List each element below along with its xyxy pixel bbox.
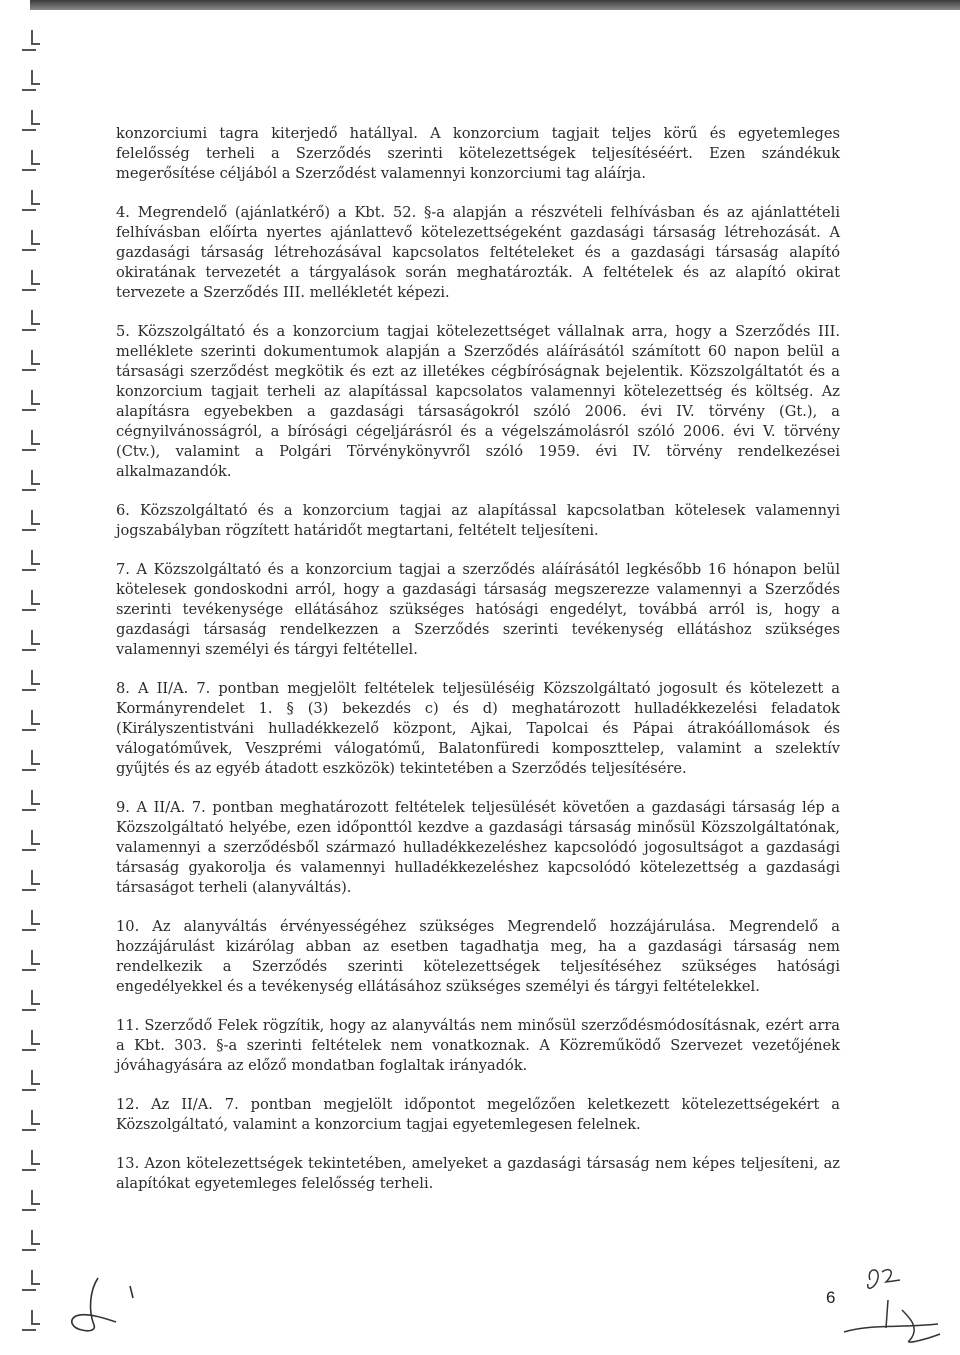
binding-mark bbox=[22, 1310, 40, 1330]
binding-mark bbox=[22, 950, 40, 970]
binding-mark bbox=[22, 790, 40, 810]
binding-mark bbox=[22, 430, 40, 450]
paragraph-6: 6. Közszolgáltató és a konzorcium tagjai az alapítással kapcsolatban kötelesek valamennyi jogszabályban rögzített határidőt megtartani, feltételt teljesíteni. bbox=[116, 502, 840, 539]
binding-mark bbox=[22, 1030, 40, 1050]
binding-mark bbox=[22, 870, 40, 890]
binding-mark bbox=[22, 190, 40, 210]
binding-mark bbox=[22, 470, 40, 490]
scan-top-border bbox=[30, 0, 960, 10]
page-number: 6 bbox=[826, 1288, 836, 1307]
binding-mark bbox=[22, 70, 40, 90]
paragraph-13: 13. Azon kötelezettségek tekintetében, amelyeket a gazdasági társaság nem képes teljesíteni, az alapítókat egyetemleges felelősség terheli. bbox=[116, 1155, 840, 1192]
paragraph-intro: konzorciumi tagra kiterjedő hatállyal. A konzorcium tagjait teljes körű és egyetemleges felelősség terheli a Szerződés szerinti kötelezettségek teljesítéséért. Ezen szándékuk megerősítése céljából a Szerződést valamennyi konzorciumi tag aláírja. bbox=[116, 125, 840, 182]
binding-mark bbox=[22, 550, 40, 570]
paragraph-12: 12. Az II/A. 7. pontban megjelölt időpontot megelőzően keletkezett kötelezettségekért a Közszolgáltató, valamint a konzorcium tagjai egyetemlegesen felelnek. bbox=[116, 1096, 840, 1133]
signature-left bbox=[60, 1270, 150, 1340]
document-body bbox=[116, 124, 840, 1213]
paragraph-9: 9. A II/A. 7. pontban meghatározott feltételek teljesülését követően a gazdasági társaság lép a Közszolgáltató helyébe, ezen időponttól kezdve a gazdasági társaság minősül Közszolgáltatónak, valamennyi a szerződésből származó hulladékkezeléshez kapcsolódó jogosultságot a gazdasági társaság gyakorolja és valamennyi hulladékkezeléshez kapcsolódó kötelezettség a gazdasági társaságot terheli (alanyváltás). bbox=[116, 799, 840, 896]
binding-mark bbox=[22, 1190, 40, 1210]
binding-mark bbox=[22, 630, 40, 650]
paragraph-10: 10. Az alanyváltás érvényességéhez szükséges Megrendelő hozzájárulása. Megrendelő a hozzájárulást kizárólag abban az esetben tagadhatja meg, ha a gazdasági társaság nem rendelkezik a Szerződés szerinti kötelezettségek teljesítéséhez szükséges hatósági engedélyekkel és a tevékenység ellátásához szükséges személyi és tárgyi feltételekkel. bbox=[116, 918, 840, 995]
binding-mark bbox=[22, 390, 40, 410]
binding-mark bbox=[22, 30, 40, 50]
binding-mark bbox=[22, 990, 40, 1010]
paragraph-11: 11. Szerződő Felek rögzítik, hogy az alanyváltás nem minősül szerződésmódosításnak, ezért arra a Kbt. 303. §-a szerinti feltételek nem vonatkoznak. A Közreműködő Szervezet vezetőjének jóváhagyására az előző mondatban foglaltak irányadók. bbox=[116, 1017, 840, 1074]
binding-mark bbox=[22, 590, 40, 610]
binding-mark bbox=[22, 1070, 40, 1090]
binding-mark bbox=[22, 670, 40, 690]
paragraph-5: 5. Közszolgáltató és a konzorcium tagjai kötelezettséget vállalnak arra, hogy a Szerződés III. melléklete szerinti dokumentumok alapján a Szerződés aláírásától számított 60 napon belül a társasági szerződést megkötik és ezt az illetékes cégbíróságnak bejelentik. Közszolgáltatót és a konzorcium tagjait terheli az alapítással kapcsolatos valamennyi kötelezettség és költség. Az alapításra egyebekben a gazdasági társaságokról szóló 2006. évi IV. törvény (Gt.), a cégnyilvánosságról, a bírósági cégeljárásról és a végelszámolásról szóló 2006. évi V. törvény (Ctv.), valamint a Polgári Törvénykönyvről szóló 1959. évi IV. törvény rendelkezései alkalmazandók. bbox=[116, 323, 840, 480]
paragraph-7: 7. A Közszolgáltató és a konzorcium tagjai a szerződés aláírásától legkésőbb 16 hónapon belül kötelesek gondoskodni arról, hogy a gazdasági társaság megszerezze valamennyi a Szerződés szerinti tevékenysége ellátásához szükséges hatósági engedélyt, továbbá arról is, hogy a gazdasági társaság rendelkezzen a Szerződés szerinti tevékenység ellátáshoz szükséges valamennyi személyi és tárgyi feltétellel. bbox=[116, 561, 840, 658]
binding-mark bbox=[22, 750, 40, 770]
paragraph-8: 8. A II/A. 7. pontban megjelölt feltételek teljesüléséig Közszolgáltató jogosult és kötelezett a Kormányrendelet 1. § (3) bekezdés c) és d) meghatározott hulladékkezelési feladatok (Királyszentistváni hulladékkezelő központ, Ajkai, Tapolcai és Pápai átrakóállomások és válogatóművek, Veszprémi válogatómű, Balatonfüredi komposztteleр, valamint a szelektív gyűjtés és az egyéb átadott eszközök) tekintetében a Szerződés teljesítésére. bbox=[116, 680, 840, 777]
binding-mark bbox=[22, 1150, 40, 1170]
paragraph-4: 4. Megrendelő (ajánlatkérő) a Kbt. 52. §-a alapján a részvételi felhívásban és az ajánlattételi felhívásban előírta nyertes ajánlattevő kötelezettségeként gazdasági társaság létrehozását. A gazdasági társaság létrehozásával kapcsolatos feltételeket és a gazdasági társaság alapító okiratának tervezetét a tárgyalások során meghatározták. A feltételek és az alapító okirat tervezete a Szerződés III. mellékletét képezi. bbox=[116, 204, 840, 301]
signature-right bbox=[840, 1258, 950, 1353]
binding-mark bbox=[22, 350, 40, 370]
binding-mark bbox=[22, 510, 40, 530]
binding-mark bbox=[22, 110, 40, 130]
binding-mark bbox=[22, 910, 40, 930]
binding-mark bbox=[22, 150, 40, 170]
binding-mark bbox=[22, 270, 40, 290]
binding-mark bbox=[22, 1270, 40, 1290]
binding-mark bbox=[22, 310, 40, 330]
binding-mark bbox=[22, 1110, 40, 1130]
binding-mark bbox=[22, 1230, 40, 1250]
binding-mark bbox=[22, 830, 40, 850]
binding-mark bbox=[22, 230, 40, 250]
binding-marks bbox=[0, 0, 60, 1355]
binding-mark bbox=[22, 710, 40, 730]
